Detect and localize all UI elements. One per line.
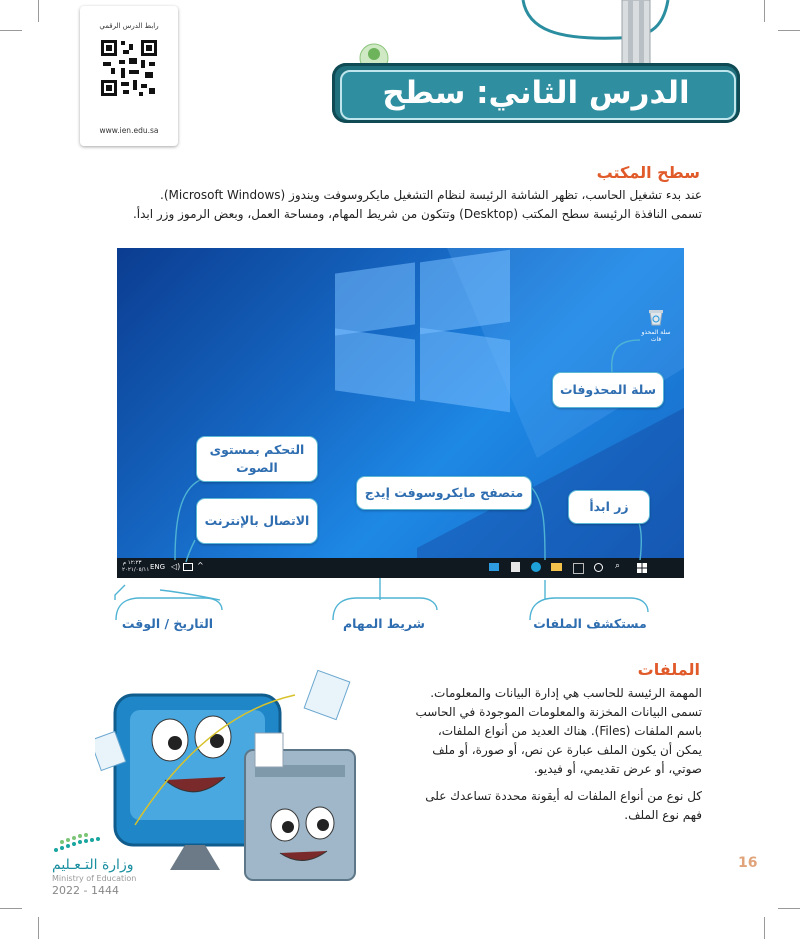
files-paragraph-1 xyxy=(370,684,702,779)
section-heading-files: الملفات xyxy=(637,660,700,679)
files-line: المهمة الرئيسة للحاسب هي إدارة البيانات والمعلومات. xyxy=(430,686,702,700)
ministry-name-english: Ministry of Education xyxy=(52,874,137,883)
files-line: تسمى البيانات المخزنة والمعلومات الموجودة في الحاسب xyxy=(415,705,702,719)
files-line: كل نوع من أنواع الملفات له أيقونة محددة تساعدك على xyxy=(425,789,702,803)
chevron-up-icon[interactable]: ^ xyxy=(197,561,204,570)
qr-url[interactable]: www.ien.edu.sa xyxy=(99,126,159,135)
files-line: فهم نوع الملف. xyxy=(624,808,702,822)
files-line: صوتي، أو عرض تقديمي، أو فيديو. xyxy=(533,762,702,776)
files-line: يمكن أن يكون الملف عبارة عن نص، أو صورة، أو ملف xyxy=(432,743,702,757)
ministry-logo-icon xyxy=(52,832,112,856)
files-line: باسم الملفات (Files). هناك العديد من أنواع الملفات، xyxy=(437,724,702,738)
search-icon[interactable]: ⌕ xyxy=(615,561,621,571)
section-heading-desktop: سطح المكتب xyxy=(596,163,700,182)
files-paragraph-2 xyxy=(370,787,702,825)
volume-icon[interactable]: ◁) xyxy=(171,562,181,571)
computer-character-illustration-icon xyxy=(95,655,375,895)
qr-title: رابط الدرس الرقمي xyxy=(99,22,159,30)
lesson-title: الدرس الثاني: سطح المكتب xyxy=(382,75,690,157)
page-number: 16 xyxy=(738,855,758,871)
edition-year: 2022 - 1444 xyxy=(52,884,119,897)
label-date-time: التاريخ / الوقت xyxy=(121,616,214,631)
label-file-explorer: مستكشف الملفات xyxy=(533,616,647,631)
taskbar-date: ٢٠٢١/٠٥/١١ xyxy=(122,567,150,573)
recycle-bin-desktop-label: سلة المحذو فات xyxy=(641,329,671,343)
callout-recycle-bin: سلة المحذوفات xyxy=(552,372,664,408)
callout-volume: التحكم بمستوى الصوت xyxy=(196,436,318,482)
desktop-para-line-2: تسمى النافذة الرئيسة سطح المكتب (Desktop) وتتكون من شريط المهام، ومساحة العمل، وبعض الرموز وزر ابدأ. xyxy=(132,207,702,221)
callout-internet: الاتصال بالإنترنت xyxy=(196,498,318,544)
taskbar-time: ١٢:٢٣ م xyxy=(122,560,142,566)
desktop-para-line-1: عند بدء تشغيل الحاسب، تظهر الشاشة الرئيسة لنظام التشغيل مايكروسوفت ويندوز (Microsoft Windows). xyxy=(160,188,702,202)
taskbar-language[interactable]: ENG xyxy=(150,563,166,571)
ministry-name-arabic: وزارة التـعـليم xyxy=(52,857,134,873)
callout-edge: متصفح مايكروسوفت إيدج xyxy=(356,476,532,510)
label-taskbar: شريط المهام xyxy=(343,616,425,631)
callout-start-button: زر ابدأ xyxy=(568,490,650,524)
